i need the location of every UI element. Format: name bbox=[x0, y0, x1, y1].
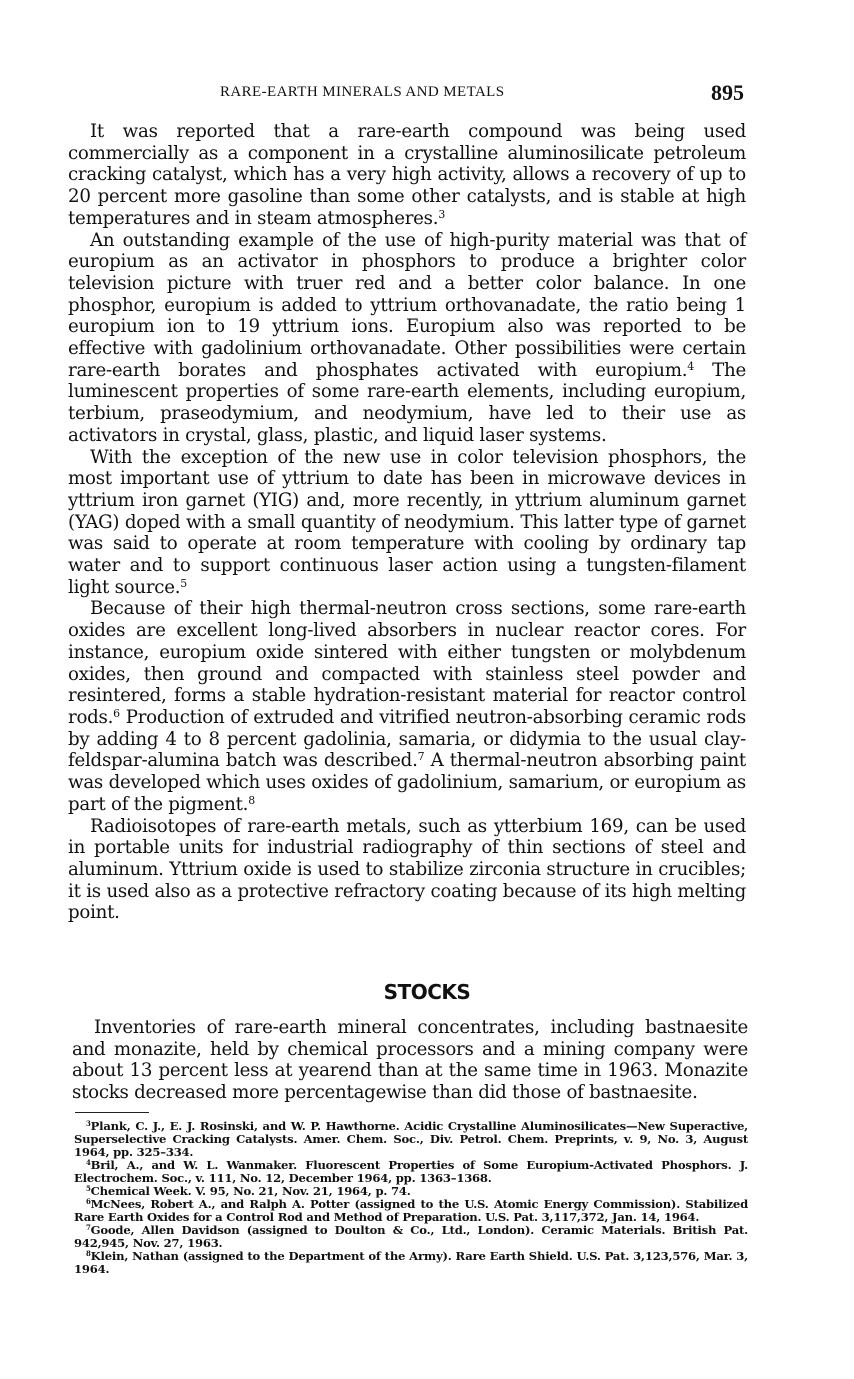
text-segment: A thermal-neutron absorbing paint was developed which uses oxides of gadolinium, samarium, or europium as part of the pigment. bbox=[68, 750, 746, 815]
footnote-ref-5: 5 bbox=[180, 576, 187, 590]
footnote-6 bbox=[74, 1198, 748, 1224]
page-number: 895 bbox=[711, 80, 744, 105]
paragraph-europium bbox=[68, 230, 746, 447]
footnote-ref-8: 8 bbox=[248, 793, 255, 807]
text-segment: An outstanding example of the use of high-purity material was that of europium as an activator in phosphors to produce a brighter color television picture with truer red and a better color balance. In one phosphor, europium is added to yttrium orthovanadate, the ratio being 1 europium ion to 19 yttrium ions. Europium also was reported to be effective with gadolinium orthovanadate. Other possibilities were certain rare-earth borates and phosphates activated with europium. bbox=[68, 229, 746, 381]
footnote-text: Chemical Week. V. 95, No. 21, Nov. 21, 1964, p. 74. bbox=[90, 1184, 411, 1198]
text-segment: Because of their high thermal-neutron cross sections, some rare-earth oxides are excellent long-lived absorbers in nuclear reactor cores. For instance, europium oxide sintered with either tungsten or molybdenum oxides, then ground and compacted with stainless steel powder and resintered, forms a stable hydration-resistant material for reactor control rods. bbox=[68, 598, 746, 728]
paragraph-radioisotopes bbox=[68, 816, 746, 925]
footnote-7 bbox=[74, 1224, 748, 1250]
page-header bbox=[70, 80, 748, 106]
footnote-4 bbox=[74, 1159, 748, 1185]
footnote-3 bbox=[74, 1120, 748, 1159]
footnote-text: Plank, C. J., E. J. Rosinski, and W. P. Hawthorne. Acidic Crystalline Aluminosilicates—New Superactive, Superselective Cracking Catalysts. Amer. Chem. Soc., Div. Petrol. Chem. Preprints, v. 9, No. 3, August 1964, pp. 325–334. bbox=[74, 1119, 748, 1159]
footnote-ref-3: 3 bbox=[438, 207, 446, 221]
footnote-text: McNees, Robert A., and Ralph A. Potter (assigned to the U.S. Atomic Energy Commission). Stabilized Rare Earth Oxides for a Control Rod and Method of Preparation. U.S. Pat. 3,117,372, Jan. 14, 1964. bbox=[74, 1197, 748, 1224]
paragraph-stocks: Inventories of rare-earth mineral concentrates, including bastnaesite and monazite, held by chemical processors and a mining company were about 13 percent less at yearend than at the same time in 1963. Monazite stocks decreased more percentagewise than did those of bastnaesite. bbox=[72, 1017, 748, 1104]
footnote-text: Goode, Allen Davidson (assigned to Doulton & Co., Ltd., London). Ceramic Materials. British Pat. 942,945, Nov. 27, 1963. bbox=[74, 1223, 748, 1250]
footnote-text: Bril, A., and W. L. Wanmaker. Fluorescent Properties of Some Europium-Activated Phosphors. J. Electrochem. Soc., v. 111, No. 12, December 1964, pp. 1363–1368. bbox=[74, 1158, 748, 1185]
footnote-text: Klein, Nathan (assigned to the Department of the Army). Rare Earth Shield. U.S. Pat. 3,123,576, Mar. 3, 1964. bbox=[74, 1249, 748, 1276]
footnote-8 bbox=[74, 1250, 748, 1276]
running-title: RARE-EARTH MINERALS AND METALS bbox=[220, 84, 505, 100]
footnotes bbox=[74, 1120, 748, 1276]
stocks-text bbox=[72, 1017, 748, 1104]
body-text bbox=[68, 121, 746, 924]
footnote-ref-7: 7 bbox=[417, 750, 425, 764]
text-segment: The luminescent properties of some rare-earth elements, including europium, terbium, praseodymium, and neodymium, have led to their use as activators in crystal, glass, plastic, and liquid laser systems. bbox=[68, 359, 746, 446]
footnote-ref-4: 4 bbox=[687, 359, 694, 373]
footnote-number: 8 bbox=[86, 1249, 91, 1259]
footnote-number: 7 bbox=[86, 1223, 91, 1233]
text-segment: With the exception of the new use in color television phosphors, the most important use of yttrium to date has been in microwave devices in yttrium iron garnet (YIG) and, more recently, in yttrium aluminum garnet (YAG) doped with a small quantity of neodymium. This latter type of garnet was said to operate at room temperature with cooling by ordinary tap water and to support continuous laser action using a tungsten-filament light source. bbox=[68, 446, 746, 598]
footnote-number: 5 bbox=[86, 1184, 91, 1194]
paragraph-yttrium bbox=[68, 447, 746, 599]
section-heading-stocks: STOCKS bbox=[383, 980, 471, 1004]
footnote-ref-6: 6 bbox=[113, 706, 120, 720]
text-segment: Production of extruded and vitrified neutron-absorbing ceramic rods by adding 4 to 8 percent gadolinia, samaria, or didymia to the usual clay-feldspar-alumina batch was described. bbox=[68, 706, 746, 772]
footnote-number: 4 bbox=[86, 1158, 91, 1168]
footnote-divider bbox=[75, 1112, 149, 1113]
footnote-number: 6 bbox=[86, 1197, 91, 1207]
paragraph-neutron bbox=[68, 598, 746, 815]
text-segment: Radioisotopes of rare-earth metals, such as ytterbium 169, can be used in portable units for industrial radiography of thin sections of steel and aluminum. Yttrium oxide is used to stabilize zirconia structure in crucibles; it is used also as a protective refractory coating because of its high melting point. bbox=[68, 815, 746, 924]
text-segment: It was reported that a rare-earth compound was being used commercially as a component in a crystalline aluminosilicate petroleum cracking catalyst, which has a very high activity, allows a recovery of up to 20 percent more gasoline than some other catalysts, and is stable at high temperatures and in steam atmospheres. bbox=[68, 121, 746, 229]
footnote-number: 3 bbox=[86, 1119, 91, 1129]
paragraph-catalyst bbox=[68, 121, 746, 230]
